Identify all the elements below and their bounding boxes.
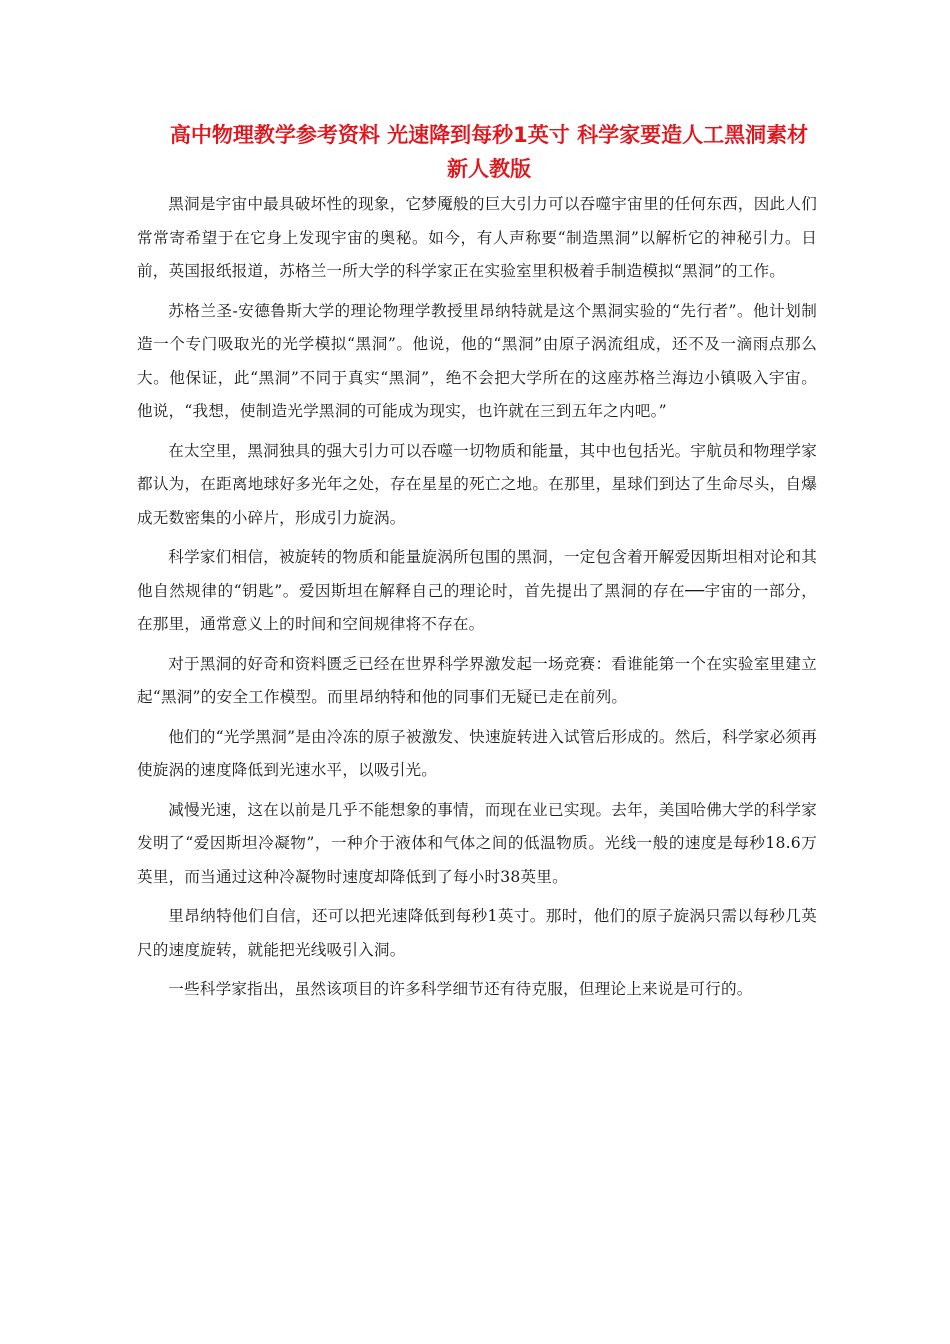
paragraph-3: 在太空里，黑洞独具的强大引力可以吞噬一切物质和能量，其中也包括光。宇航员和物理学家都认为，在距离地球好多光年之处，存在星星的死亡之地。在那里，星球们到达了生命尽头，自爆成无数密集的小碎片，形成引力旋涡。 [137, 441, 817, 527]
document-page [137, 118, 817, 1013]
paragraph-9: 一些科学家指出，虽然该项目的许多科学细节还有待克服，但理论上来说是可行的。 [168, 980, 753, 998]
paragraph-7: 减慢光速，这在以前是几乎不能想象的事情，而现在业已实现。去年，美国哈佛大学的科学家发明了“爱因斯坦冷凝物”，一种介于液体和气体之间的低温物质。光线一般的速度是每秒18.6万英里，而当通过这种冷凝物时速度却降低到了每小时38英里。 [137, 800, 817, 886]
paragraph-5: 对于黑洞的好奇和资料匮乏已经在世界科学界激发起一场竞赛：看谁能第一个在实验室里建立起“黑洞”的安全工作模型。而里昂纳特和他的同事们无疑已走在前列。 [137, 654, 817, 706]
paragraph-6: 他们的“光学黑洞”是由冷冻的原子被激发、快速旋转进入试管后形成的。然后，科学家必须再使旋涡的速度降低到光速水平，以吸引光。 [137, 727, 817, 779]
paragraph-8: 里昂纳特他们自信，还可以把光速降低到每秒1英寸。那时，他们的原子旋涡只需以每秒几英尺的速度旋转，就能把光线吸引入洞。 [137, 907, 817, 959]
paragraph-2: 苏格兰圣-安德鲁斯大学的理论物理学教授里昂纳特就是这个黑洞实验的“先行者”。他计划制造一个专门吸取光的光学模拟“黑洞”。他说，他的“黑洞”由原子涡流组成，还不及一滴雨点那么大。他保证，此“黑洞”不同于真实“黑洞”，绝不会把大学所在的这座苏格兰海边小镇吸入宇宙。他说，“我想，使制造光学黑洞的可能成为现实，也许就在三到五年之内吧。” [137, 301, 817, 420]
document-title: 高中物理教学参考资料 光速降到每秒1英寸 科学家要造人工黑洞素材 新人教版 [169, 123, 809, 181]
paragraph-4: 科学家们相信，被旋转的物质和能量旋涡所包围的黑洞，一定包含着开解爱因斯坦相对论和其他自然规律的“钥匙”。爱因斯坦在解释自己的理论时，首先提出了黑洞的存在──宇宙的一部分，在那里，通常意义上的时间和空间规律将不存在。 [137, 548, 817, 633]
paragraph-1: 黑洞是宇宙中最具破坏性的现象，它梦魇般的巨大引力可以吞噬宇宙里的任何东西，因此人们常常寄希望于在它身上发现宇宙的奥秘。如今，有人声称要“制造黑洞”以解析它的神秘引力。日前，英国报纸报道，苏格兰一所大学的科学家正在实验室里积极着手制造模拟“黑洞”的工作。 [137, 195, 817, 280]
